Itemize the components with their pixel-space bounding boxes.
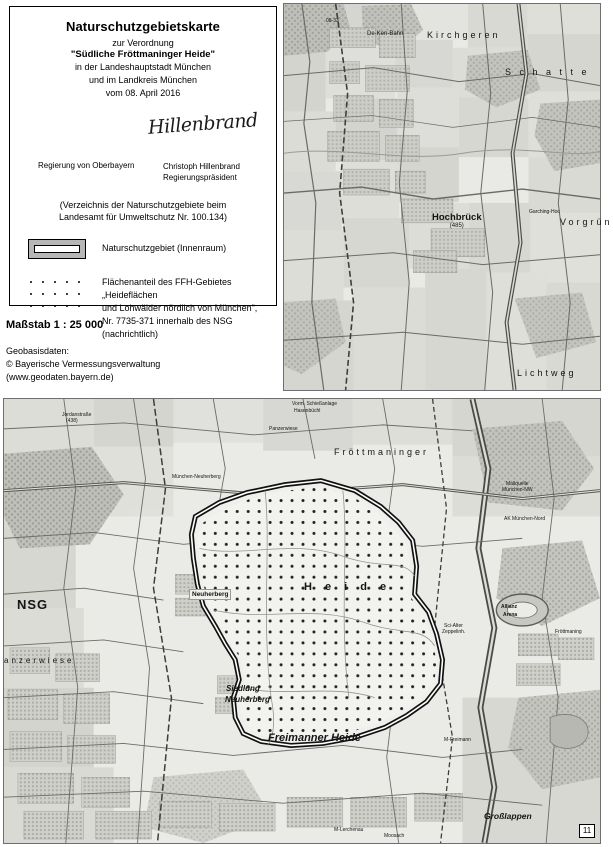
map-label-allianz: Allianz	[501, 604, 518, 610]
title-sub-4: und im Landkreis München	[88, 75, 198, 85]
map-label-muenchen-neuherberg: München-Neuherberg	[172, 474, 221, 480]
map-label-siedlung: Siedlung	[226, 684, 260, 693]
title-sub-5: vom 08. April 2016	[105, 88, 181, 98]
title-sub-2: "Südliche Fröttmaninger Heide"	[70, 49, 216, 60]
register-note-line2: Landesamt für Umweltschutz Nr. 100.134)	[58, 212, 228, 222]
map-label-m-lerchenau: M-Lerchenau	[334, 827, 364, 833]
map-label-schatte: S c h a t t e	[505, 67, 590, 77]
map-label-de-ken-bahn: De-Ken-Bahn	[367, 31, 404, 37]
register-note-line1: (Verzeichnis der Naturschutzgebiete beim	[59, 200, 227, 210]
map-label-grosslappen: Großlappen	[484, 811, 532, 821]
map-label-nsg: NSG	[17, 597, 49, 612]
map-south-canvas	[4, 399, 600, 843]
map-label-heide: H e i d e	[304, 581, 392, 593]
legend-swatch-reserve	[28, 239, 86, 259]
map-label-kirchgeren: Kirchgeren	[427, 30, 501, 40]
map-label-neuherberg: Neuherberg	[189, 589, 231, 600]
map-label-hochbrueck: Hochbrück (485)	[432, 212, 482, 229]
map-label-vorgruen: Vorgrün	[560, 217, 613, 227]
legend-swatch-ffh-dots	[28, 279, 88, 313]
register-note	[20, 199, 266, 223]
map-label-ak-muenchen-nord: AK München-Nord	[504, 516, 546, 522]
signature-caption-row	[20, 161, 266, 183]
title-sub-3: in der Landeshauptstadt München	[74, 62, 212, 72]
handwritten-signature: Hillenbrand	[147, 109, 259, 139]
map-label-m-freimann: M-Freimann	[444, 737, 471, 743]
title-sub-1: zur Verordnung	[112, 38, 174, 48]
legend-label-reserve: Naturschutzgebiet (Innenraum)	[102, 243, 227, 253]
geo-basis-line3: (www.geodaten.bayern.de)	[6, 372, 114, 382]
map-label-arena: Arena	[503, 612, 518, 618]
map-scale: Maßstab 1 : 25 000	[6, 319, 104, 331]
signing-authority: Regierung von Oberbayern	[38, 161, 135, 170]
map-label-freimanner-heide: Freimanner Heide	[268, 732, 361, 744]
geo-basis-line1: Geobasisdaten:	[6, 346, 70, 356]
map-page-number: 11	[579, 824, 595, 838]
map-label-jordanstrasse: Jordanstraße	[62, 412, 92, 418]
map-label-08-33: 08-33	[326, 18, 339, 24]
geo-basis-credit	[6, 345, 160, 384]
map-label-panzerwiese: Panzerwiese	[269, 426, 298, 432]
map-label-schiessanlage: Vorm. Schießanlage	[292, 401, 338, 407]
map-label-zeppelinh: Zeppelinh.	[442, 629, 466, 635]
map-label-mallquelle: Mallquelle	[506, 481, 529, 487]
map-label-moosach: Moosach	[384, 833, 405, 839]
map-label-garching-hoc: Garching-Hoc	[529, 209, 560, 215]
map-panel-north[interactable]	[283, 3, 613, 391]
map-panel-south[interactable]	[3, 398, 601, 844]
signer-name: Christoph Hillenbrand	[163, 162, 240, 171]
signer-name-role	[163, 161, 240, 183]
legend-label-ffh-line2: und Lohwälder nördlich von München",	[102, 303, 258, 313]
map-label-jordanstrasse-height: (438)	[66, 418, 78, 424]
page-title: Naturschutzgebietskarte	[65, 19, 220, 34]
legend-item-reserve	[20, 239, 266, 265]
map-label-lichtweg: Lichtweg	[517, 368, 577, 378]
geo-basis-line2: © Bayerische Vermessungsverwaltung	[6, 359, 161, 369]
map-label-muenchen-nw: München-NW	[502, 487, 533, 493]
map-north-canvas	[284, 4, 600, 390]
map-label-froettmaninger: Fröttmaninger	[334, 447, 430, 457]
map-label-froettmaning: Fröttmaning	[555, 629, 582, 635]
legend-label-ffh-line1: Flächenanteil des FFH-Gebietes „Heideflächen	[102, 277, 232, 300]
map-label-sci-alter: Sci-Alter	[444, 623, 463, 629]
legend-label-ffh	[102, 276, 266, 341]
signature-area	[20, 109, 266, 161]
map-label-anzerwiese: anzerwiese	[4, 656, 75, 665]
map-label-hasenbuechl: Hasenbüchl	[294, 408, 321, 414]
signer-role: Regierungspräsident	[163, 173, 237, 182]
legend-label-ffh-line3: Nr. 7735-371 innerhalb des NSG (nachrichtlich)	[102, 316, 233, 339]
map-label-siedlung-neuherberg: Neuherberg	[225, 695, 270, 704]
